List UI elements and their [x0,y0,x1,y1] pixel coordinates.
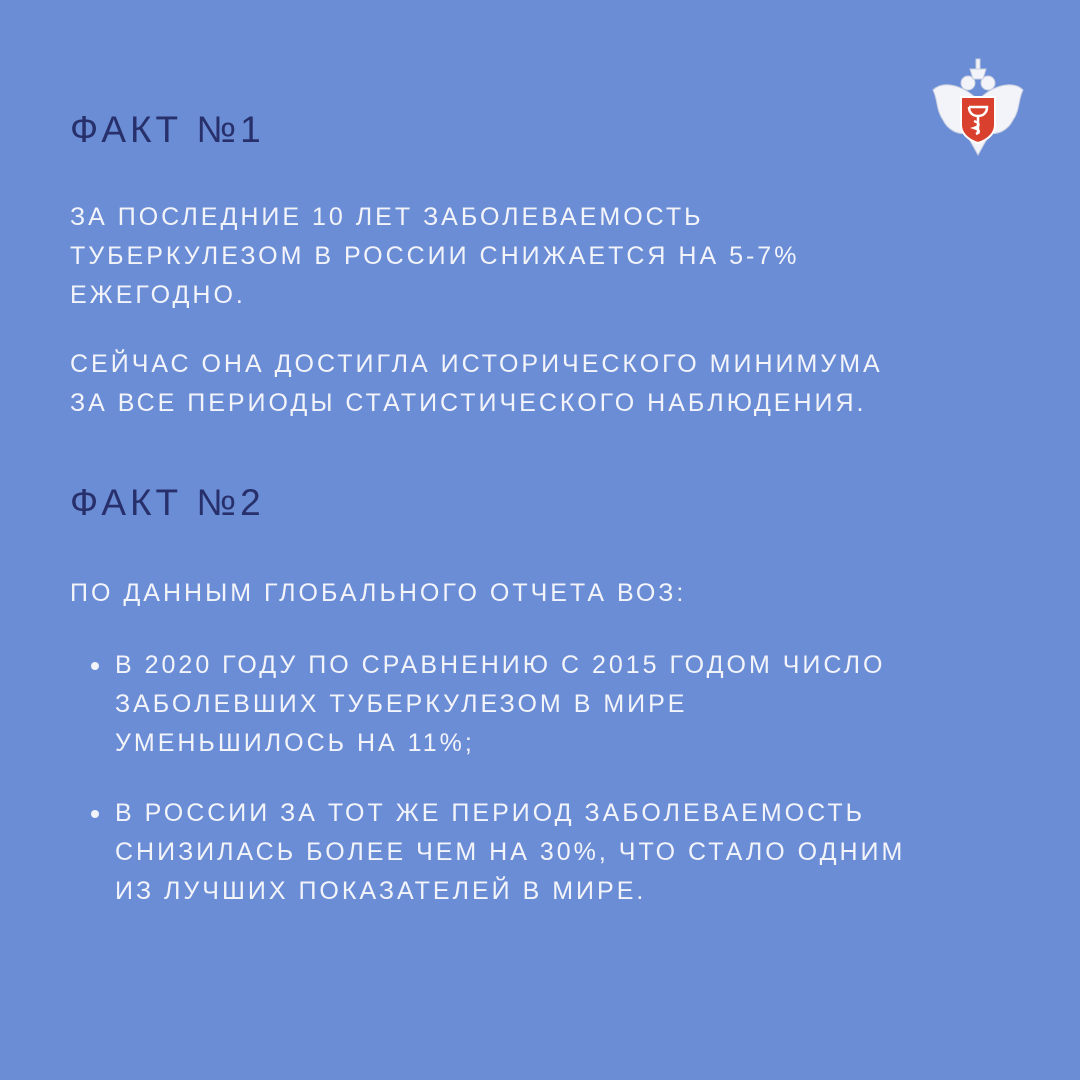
text-line: В РОССИИ ЗА ТОТ ЖЕ ПЕРИОД ЗАБОЛЕВАЕМОСТЬ [115,799,865,827]
text-line: УМЕНЬШИЛОСЬ НА 11%; [115,729,475,757]
fact2-intro: ПО ДАННЫМ ГЛОБАЛЬНОГО ОТЧЕТА ВОЗ: [70,579,687,607]
text-line: ТУБЕРКУЛЕЗОМ В РОССИИ СНИЖАЕТСЯ НА 5-7% [70,242,800,270]
ministry-of-health-emblem-icon [928,55,1028,160]
text-line: ИЗ ЛУЧШИХ ПОКАЗАТЕЛЕЙ В МИРЕ. [115,877,647,905]
bullet-item [115,794,905,911]
bullet-icon [91,810,99,818]
text-line: ЗАБОЛЕВШИХ ТУБЕРКУЛЕЗОМ В МИРЕ [115,690,688,718]
text-line: ЕЖЕГОДНО. [70,281,246,309]
text-line: ЗА ВСЕ ПЕРИОДЫ СТАТИСТИЧЕСКОГО НАБЛЮДЕНИЯ. [70,389,867,417]
text-line: ЗА ПОСЛЕДНИЕ 10 ЛЕТ ЗАБОЛЕВАЕМОСТЬ [70,203,704,231]
text-line: СЕЙЧАС ОНА ДОСТИГЛА ИСТОРИЧЕСКОГО МИНИМУМА [70,350,883,378]
bullet-item [115,646,885,763]
fact2-title: ФАКТ №2 [70,482,265,523]
fact1-paragraph1 [70,198,799,315]
text-line: В 2020 ГОДУ ПО СРАВНЕНИЮ С 2015 ГОДОМ ЧИСЛО [115,651,886,679]
fact1-paragraph2 [70,345,883,423]
fact1-title: ФАКТ №1 [70,109,265,150]
text-line: СНИЗИЛАСЬ БОЛЕЕ ЧЕМ НА 30%, ЧТО СТАЛО ОДНИМ [115,838,906,866]
bullet-icon [91,662,99,670]
